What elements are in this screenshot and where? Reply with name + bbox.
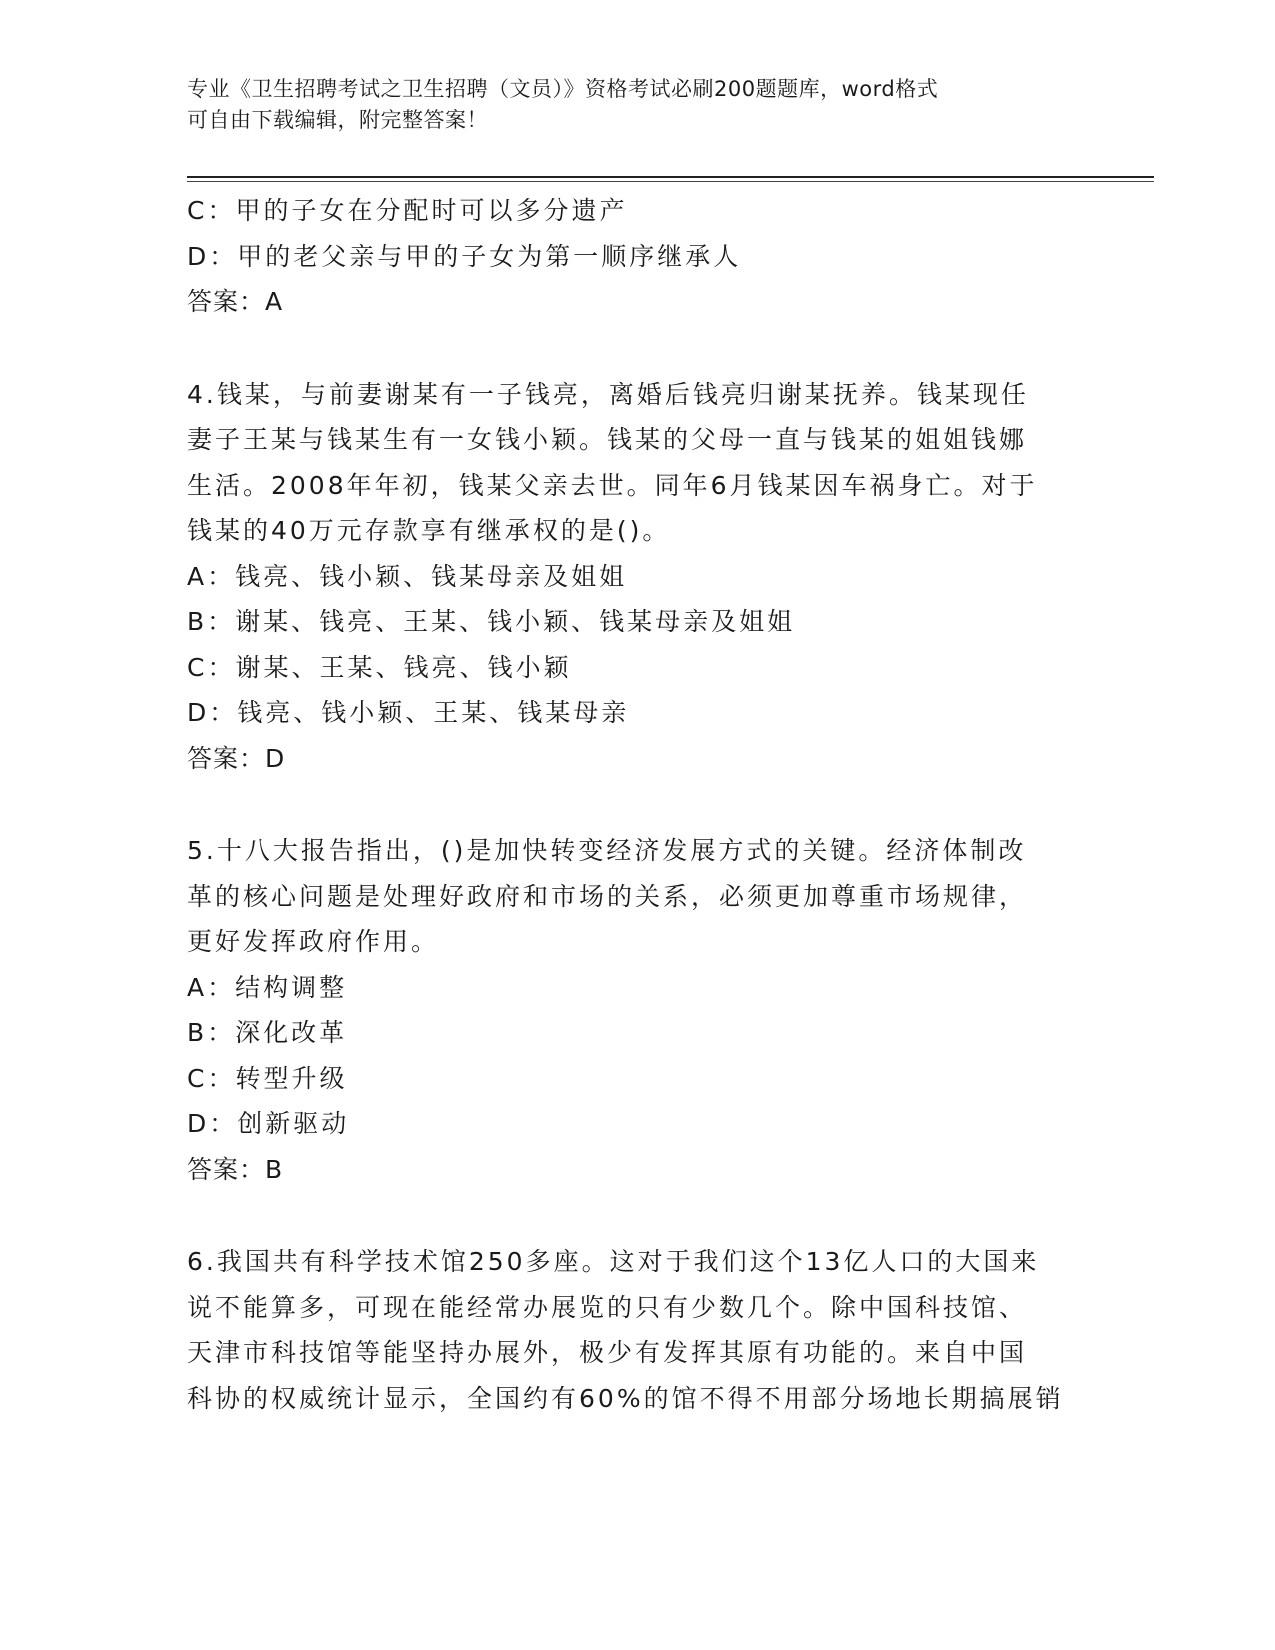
q3-option-c: C：甲的子女在分配时可以多分遗产 <box>187 196 628 225</box>
q5-stem-line-3: 更好发挥政府作用。 <box>187 927 440 956</box>
q4-stem-line-1: 4.钱某，与前妻谢某有一子钱亮，离婚后钱亮归谢某抚养。钱某现任 <box>187 379 1029 409</box>
q5-option-b: B：深化改革 <box>187 1018 348 1047</box>
q4-option-c: C：谢某、王某、钱亮、钱小颖 <box>187 652 572 682</box>
question-3-tail <box>187 188 1087 325</box>
q4-answer: 答案：D <box>187 743 286 773</box>
q4-option-b: B：谢某、钱亮、王某、钱小颖、钱某母亲及姐姐 <box>187 607 796 636</box>
question-content <box>187 188 1087 1421</box>
q5-option-a: A：结构调整 <box>187 972 348 1002</box>
header-line-1: 专业《卫生招聘考试之卫生招聘（文员）》资格考试必刷200题题库，word格式 <box>187 77 939 101</box>
spacer <box>187 781 1087 828</box>
question-5 <box>187 828 1087 1192</box>
q4-option-d: D：钱亮、钱小颖、王某、钱某母亲 <box>187 698 630 727</box>
q5-stem-line-1: 5.十八大报告指出，()是加快转变经济发展方式的关键。经济体制改 <box>187 836 1027 865</box>
q5-option-d: D：创新驱动 <box>187 1109 350 1138</box>
document-header <box>187 74 1067 136</box>
q6-stem-line-4: 科协的权威统计显示，全国约有60%的馆不得不用部分场地长期搞展销 <box>187 1383 1064 1413</box>
header-line-2: 可自由下载编辑，附完整答案！ <box>187 108 488 132</box>
q3-answer: 答案：A <box>187 287 284 316</box>
question-4 <box>187 372 1087 782</box>
q5-stem-line-2: 革的核心问题是处理好政府和市场的关系，必须更加尊重市场规律， <box>187 881 1028 911</box>
q4-stem-line-4: 钱某的40万元存款享有继承权的是()。 <box>187 516 671 545</box>
q5-option-c: C：转型升级 <box>187 1063 348 1093</box>
q5-answer: 答案：B <box>187 1154 284 1184</box>
spacer <box>187 1192 1087 1239</box>
q6-stem-line-1: 6.我国共有科学技术馆250多座。这对于我们这个13亿人口的大国来 <box>187 1247 1040 1276</box>
question-6 <box>187 1239 1087 1421</box>
q4-option-a: A：钱亮、钱小颖、钱某母亲及姐姐 <box>187 561 628 591</box>
header-divider-thin <box>187 181 1154 182</box>
q6-stem-line-2: 说不能算多，可现在能经常办展览的只有少数几个。除中国科技馆、 <box>187 1292 1028 1322</box>
header-divider-thick <box>187 176 1154 178</box>
q6-stem-line-3: 天津市科技馆等能坚持办展外，极少有发挥其原有功能的。来自中国 <box>187 1338 1028 1367</box>
q4-stem-line-2: 妻子王某与钱某生有一女钱小颖。钱某的父母一直与钱某的姐姐钱娜 <box>187 425 1028 454</box>
q3-option-d: D：甲的老父亲与甲的子女为第一顺序继承人 <box>187 241 742 271</box>
q4-stem-line-3: 生活。2008年年初，钱某父亲去世。同年6月钱某因车祸身亡。对于 <box>187 470 1038 500</box>
spacer <box>187 325 1087 372</box>
